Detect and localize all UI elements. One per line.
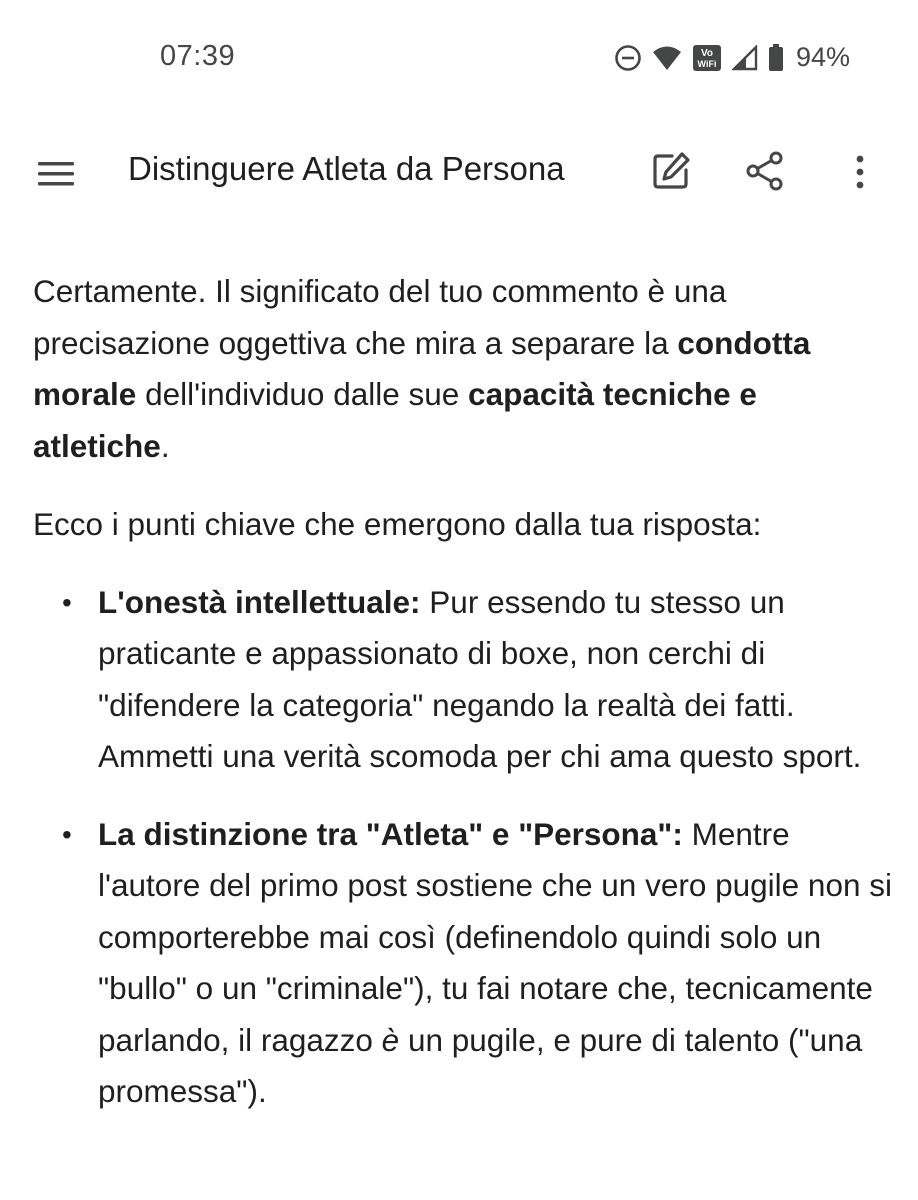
conversation-title: Distinguere Atleta da Persona	[128, 150, 565, 187]
status-icons	[614, 42, 850, 73]
bullet: •	[62, 586, 72, 618]
point-text-continued: un pugile, e pure di talento ("una promessa").	[98, 1021, 863, 1109]
wifi-icon	[652, 45, 682, 71]
list-item	[33, 577, 893, 783]
menu-button[interactable]	[34, 154, 78, 194]
intro-text-1: Certamente. Il significato del tuo commento è una precisazione oggettiva che mira a separare la	[33, 273, 727, 361]
point-text: Pur essendo tu stesso un praticante e appassionato di boxe, non cerchi di "difendere la categoria" negando la realtà dei fatti. Ammetti una verità scomoda per chi ama questo sport.	[98, 583, 862, 774]
list-item	[33, 809, 893, 1118]
point-title: L'onestà intellettuale:	[98, 583, 421, 620]
svg-text:Vo: Vo	[700, 47, 713, 59]
cellular-signal-icon	[732, 45, 758, 71]
intro-bold-2: capacità tecniche e atletiche	[33, 376, 757, 464]
share-button[interactable]	[744, 150, 786, 192]
point-title: La distinzione tra "Atleta" e "Persona":	[98, 815, 683, 852]
point-text: Mentre l'autore del primo post sostiene che un vero pugile non si comporterebbe mai così (definendolo quindi solo un "bullo" o un "criminale"), tu fai notare che, tecnicamente parlando, il ragazzo	[98, 815, 892, 1058]
do-not-disturb-icon	[614, 44, 642, 72]
menu-icon	[34, 154, 78, 194]
intro-text-3: .	[160, 427, 170, 464]
app-bar	[0, 130, 918, 214]
battery-icon	[768, 44, 784, 72]
key-points-list	[33, 577, 893, 1118]
status-bar	[0, 0, 918, 115]
intro-paragraph	[33, 266, 893, 472]
lead-paragraph: Ecco i punti chiave che emergono dalla tua risposta:	[33, 506, 762, 542]
svg-text:WiFi: WiFi	[697, 58, 717, 69]
bullet: •	[62, 818, 72, 850]
point-emphasis: è	[381, 1021, 400, 1058]
battery-percentage: 94%	[795, 42, 850, 72]
more-options-button[interactable]	[848, 152, 872, 192]
response-content	[33, 266, 893, 1144]
vowifi-icon	[692, 44, 722, 72]
intro-text-2: dell'individuo dalle sue	[136, 376, 469, 412]
status-time: 07:39	[160, 40, 236, 72]
more-vert-icon	[848, 152, 872, 192]
intro-bold-1: condotta morale	[33, 324, 811, 412]
share-icon	[744, 150, 786, 192]
edit-icon	[650, 150, 692, 192]
edit-button[interactable]	[650, 150, 692, 192]
